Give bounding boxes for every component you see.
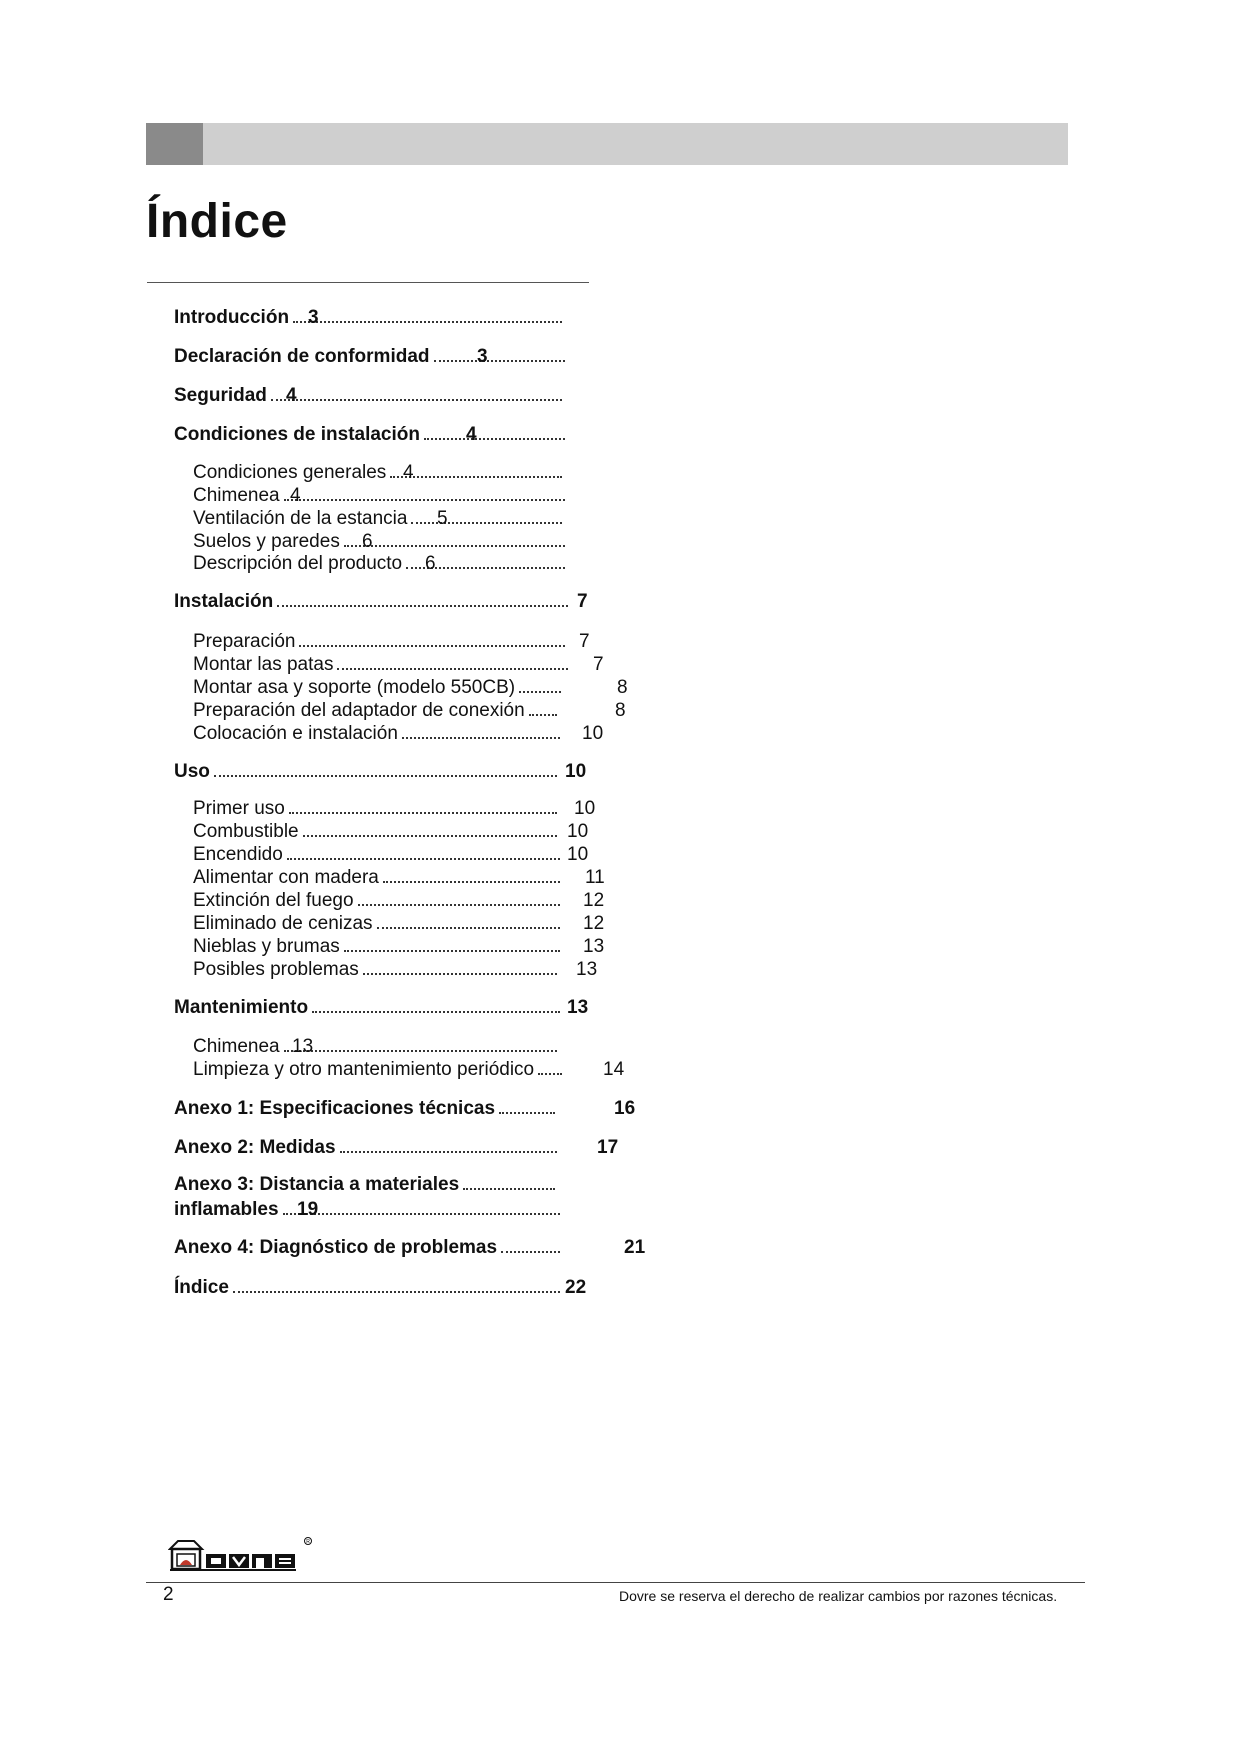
toc-entry-page: 8 bbox=[615, 700, 626, 721]
toc-entry-label: Chimenea bbox=[193, 485, 280, 506]
toc-entry[interactable] bbox=[193, 507, 680, 531]
toc-entry[interactable] bbox=[193, 630, 680, 654]
toc-entry-label: Limpieza y otro mantenimiento periódico bbox=[193, 1059, 535, 1080]
toc-entry-label: Suelos y paredes bbox=[193, 531, 340, 552]
toc-entry[interactable] bbox=[174, 423, 680, 447]
toc-entry-label: Montar asa y soporte (modelo 550CB) bbox=[193, 677, 516, 698]
toc-entry-page: 13 bbox=[567, 997, 589, 1018]
toc-entry-label: Alimentar con madera bbox=[193, 867, 379, 888]
toc-dot-leader bbox=[363, 973, 557, 975]
toc-entry-page: 22 bbox=[565, 1277, 587, 1298]
toc-entry-page: 5 bbox=[437, 508, 448, 529]
toc-entry[interactable] bbox=[193, 843, 680, 867]
toc-entry-label: Anexo 4: Diagnóstico de problemas bbox=[174, 1237, 498, 1258]
toc-entry-page: 7 bbox=[577, 591, 588, 612]
toc-dot-leader bbox=[233, 1291, 560, 1293]
toc-entry[interactable] bbox=[174, 1198, 680, 1222]
toc-entry[interactable] bbox=[193, 530, 680, 554]
toc-entry[interactable] bbox=[174, 1136, 680, 1160]
toc-entry-label: Preparación bbox=[193, 631, 296, 652]
toc-entry-page: 10 bbox=[574, 798, 596, 819]
toc-entry[interactable] bbox=[174, 384, 680, 408]
toc-dot-leader bbox=[501, 1251, 560, 1253]
toc-entry-label: Ventilación de la estancia bbox=[193, 508, 408, 529]
toc-entry-label: Anexo 2: Medidas bbox=[174, 1137, 336, 1158]
toc-entry-label: Preparación del adaptador de conexión bbox=[193, 700, 525, 721]
toc-dot-leader bbox=[289, 812, 557, 814]
toc-entry-label: Índice bbox=[174, 1277, 229, 1298]
toc-entry-page: 10 bbox=[567, 821, 589, 842]
toc-entry-label: Seguridad bbox=[174, 385, 267, 406]
toc-entry-page: 17 bbox=[597, 1137, 619, 1158]
toc-entry-page: 12 bbox=[583, 890, 605, 911]
toc-entry[interactable] bbox=[174, 1276, 680, 1300]
toc-entry[interactable] bbox=[193, 653, 680, 677]
toc-entry[interactable] bbox=[193, 820, 680, 844]
toc-entry-page: 14 bbox=[603, 1059, 625, 1080]
toc-dot-leader bbox=[538, 1073, 562, 1075]
toc-entry-label: Descripción del producto bbox=[193, 553, 403, 574]
toc-entry[interactable] bbox=[193, 889, 680, 913]
toc-entry-page: 4 bbox=[466, 424, 477, 445]
toc-entry[interactable] bbox=[193, 866, 680, 890]
toc-entry[interactable] bbox=[174, 1173, 680, 1197]
toc-dot-leader bbox=[463, 1188, 555, 1190]
page-title: Índice bbox=[146, 195, 288, 248]
toc-entry-label: Anexo 3: Distancia a materiales bbox=[174, 1174, 460, 1195]
toc-dot-leader bbox=[299, 645, 565, 647]
toc-dot-leader bbox=[377, 927, 560, 929]
toc-entry[interactable] bbox=[193, 958, 680, 982]
toc-dot-leader bbox=[499, 1112, 555, 1114]
toc-entry-page: 16 bbox=[614, 1098, 636, 1119]
toc-entry[interactable] bbox=[193, 722, 680, 746]
toc-dot-leader bbox=[337, 668, 568, 670]
toc-entry-page: 4 bbox=[403, 462, 414, 483]
toc-entry-page: 10 bbox=[567, 844, 589, 865]
toc-entry-page: 21 bbox=[624, 1237, 646, 1258]
toc-entry-page: 11 bbox=[585, 867, 605, 888]
toc-dot-leader bbox=[283, 1213, 560, 1215]
toc-entry-label: Extinción del fuego bbox=[193, 890, 354, 911]
toc-entry[interactable] bbox=[174, 1236, 680, 1260]
toc-entry-page: 3 bbox=[308, 307, 319, 328]
toc-entry-label: Condiciones generales bbox=[193, 462, 387, 483]
toc-entry-page: 4 bbox=[286, 385, 297, 406]
toc-dot-leader bbox=[383, 881, 560, 883]
toc-dot-leader bbox=[344, 545, 565, 547]
toc-dot-leader bbox=[402, 737, 560, 739]
toc-dot-leader bbox=[214, 775, 557, 777]
toc-entry[interactable] bbox=[193, 484, 680, 508]
toc-entry[interactable] bbox=[174, 345, 680, 369]
toc-dot-leader bbox=[358, 904, 560, 906]
toc-entry-page: 6 bbox=[362, 531, 373, 552]
toc-dot-leader bbox=[284, 499, 565, 501]
toc-entry[interactable] bbox=[174, 1097, 680, 1121]
toc-entry-label: Eliminado de cenizas bbox=[193, 913, 373, 934]
toc-entry-page: 12 bbox=[583, 913, 605, 934]
toc-entry-label: Anexo 1: Especificaciones técnicas bbox=[174, 1098, 496, 1119]
toc-entry[interactable] bbox=[193, 461, 680, 485]
toc-dot-leader bbox=[293, 321, 562, 323]
toc-entry-label: Combustible bbox=[193, 821, 299, 842]
toc-entry-label: Posibles problemas bbox=[193, 959, 359, 980]
toc-entry-label: Uso bbox=[174, 761, 210, 782]
toc-entry-page: 3 bbox=[477, 346, 488, 367]
toc-entry[interactable] bbox=[193, 699, 680, 723]
toc-entry[interactable] bbox=[174, 996, 680, 1020]
toc-entry-page: 19 bbox=[297, 1199, 319, 1220]
toc-entry-page: 6 bbox=[425, 553, 436, 574]
toc-entry-page: 13 bbox=[583, 936, 605, 957]
toc-dot-leader bbox=[424, 438, 565, 440]
toc-entry-label: Declaración de conformidad bbox=[174, 346, 430, 367]
toc-entry-page: 7 bbox=[579, 631, 590, 652]
toc-entry-page: 10 bbox=[565, 761, 587, 782]
toc-entry[interactable] bbox=[193, 1035, 680, 1059]
toc-dot-leader bbox=[287, 858, 560, 860]
toc-entry[interactable] bbox=[193, 912, 680, 936]
toc-dot-leader bbox=[411, 522, 562, 524]
page-number: 2 bbox=[163, 1584, 174, 1605]
toc-entry[interactable] bbox=[193, 797, 680, 821]
toc-dot-leader bbox=[277, 605, 568, 607]
footer-disclaimer: Dovre se reserva el derecho de realizar cambios por razones técnicas. bbox=[619, 1588, 1058, 1604]
toc-entry-page: 13 bbox=[292, 1036, 314, 1057]
toc-dot-leader bbox=[340, 1151, 557, 1153]
toc-entry-label: Instalación bbox=[174, 591, 274, 612]
dovre-logo bbox=[168, 1537, 316, 1573]
toc-entry-label: Chimenea bbox=[193, 1036, 280, 1057]
toc-entry-label: Nieblas y brumas bbox=[193, 936, 340, 957]
toc-entry-label: Primer uso bbox=[193, 798, 285, 819]
toc-entry-page: 4 bbox=[290, 485, 301, 506]
toc-dot-leader bbox=[271, 399, 562, 401]
toc-dot-leader bbox=[312, 1011, 560, 1013]
toc-entry[interactable] bbox=[174, 590, 680, 614]
toc-dot-leader bbox=[284, 1050, 557, 1052]
toc-entry-page: 13 bbox=[576, 959, 598, 980]
toc-entry[interactable] bbox=[193, 1058, 680, 1082]
toc-entry-label: Colocación e instalación bbox=[193, 723, 398, 744]
toc-entry-label: Introducción bbox=[174, 307, 290, 328]
toc-entry-label: inflamables bbox=[174, 1199, 279, 1220]
toc-entry-label: Condiciones de instalación bbox=[174, 424, 420, 445]
svg-text:R: R bbox=[306, 1539, 310, 1545]
footer-rule bbox=[146, 1582, 1085, 1583]
toc-entry-label: Mantenimiento bbox=[174, 997, 309, 1018]
toc-entry[interactable] bbox=[174, 760, 680, 784]
toc-dot-leader bbox=[519, 691, 561, 693]
toc-entry-label: Encendido bbox=[193, 844, 283, 865]
toc-entry-page: 7 bbox=[593, 654, 604, 675]
toc-entry-page: 8 bbox=[617, 677, 628, 698]
toc-dot-leader bbox=[303, 835, 557, 837]
toc-entry[interactable] bbox=[193, 935, 680, 959]
toc-entry[interactable] bbox=[193, 552, 680, 576]
toc-dot-leader bbox=[344, 950, 560, 952]
toc-entry-label: Montar las patas bbox=[193, 654, 334, 675]
toc-entry-page: 10 bbox=[582, 723, 604, 744]
toc-dot-leader bbox=[434, 360, 565, 362]
toc-entry[interactable] bbox=[193, 676, 680, 700]
toc-entry[interactable] bbox=[174, 306, 680, 330]
toc-dot-leader bbox=[390, 476, 562, 478]
toc-dot-leader bbox=[529, 714, 557, 716]
